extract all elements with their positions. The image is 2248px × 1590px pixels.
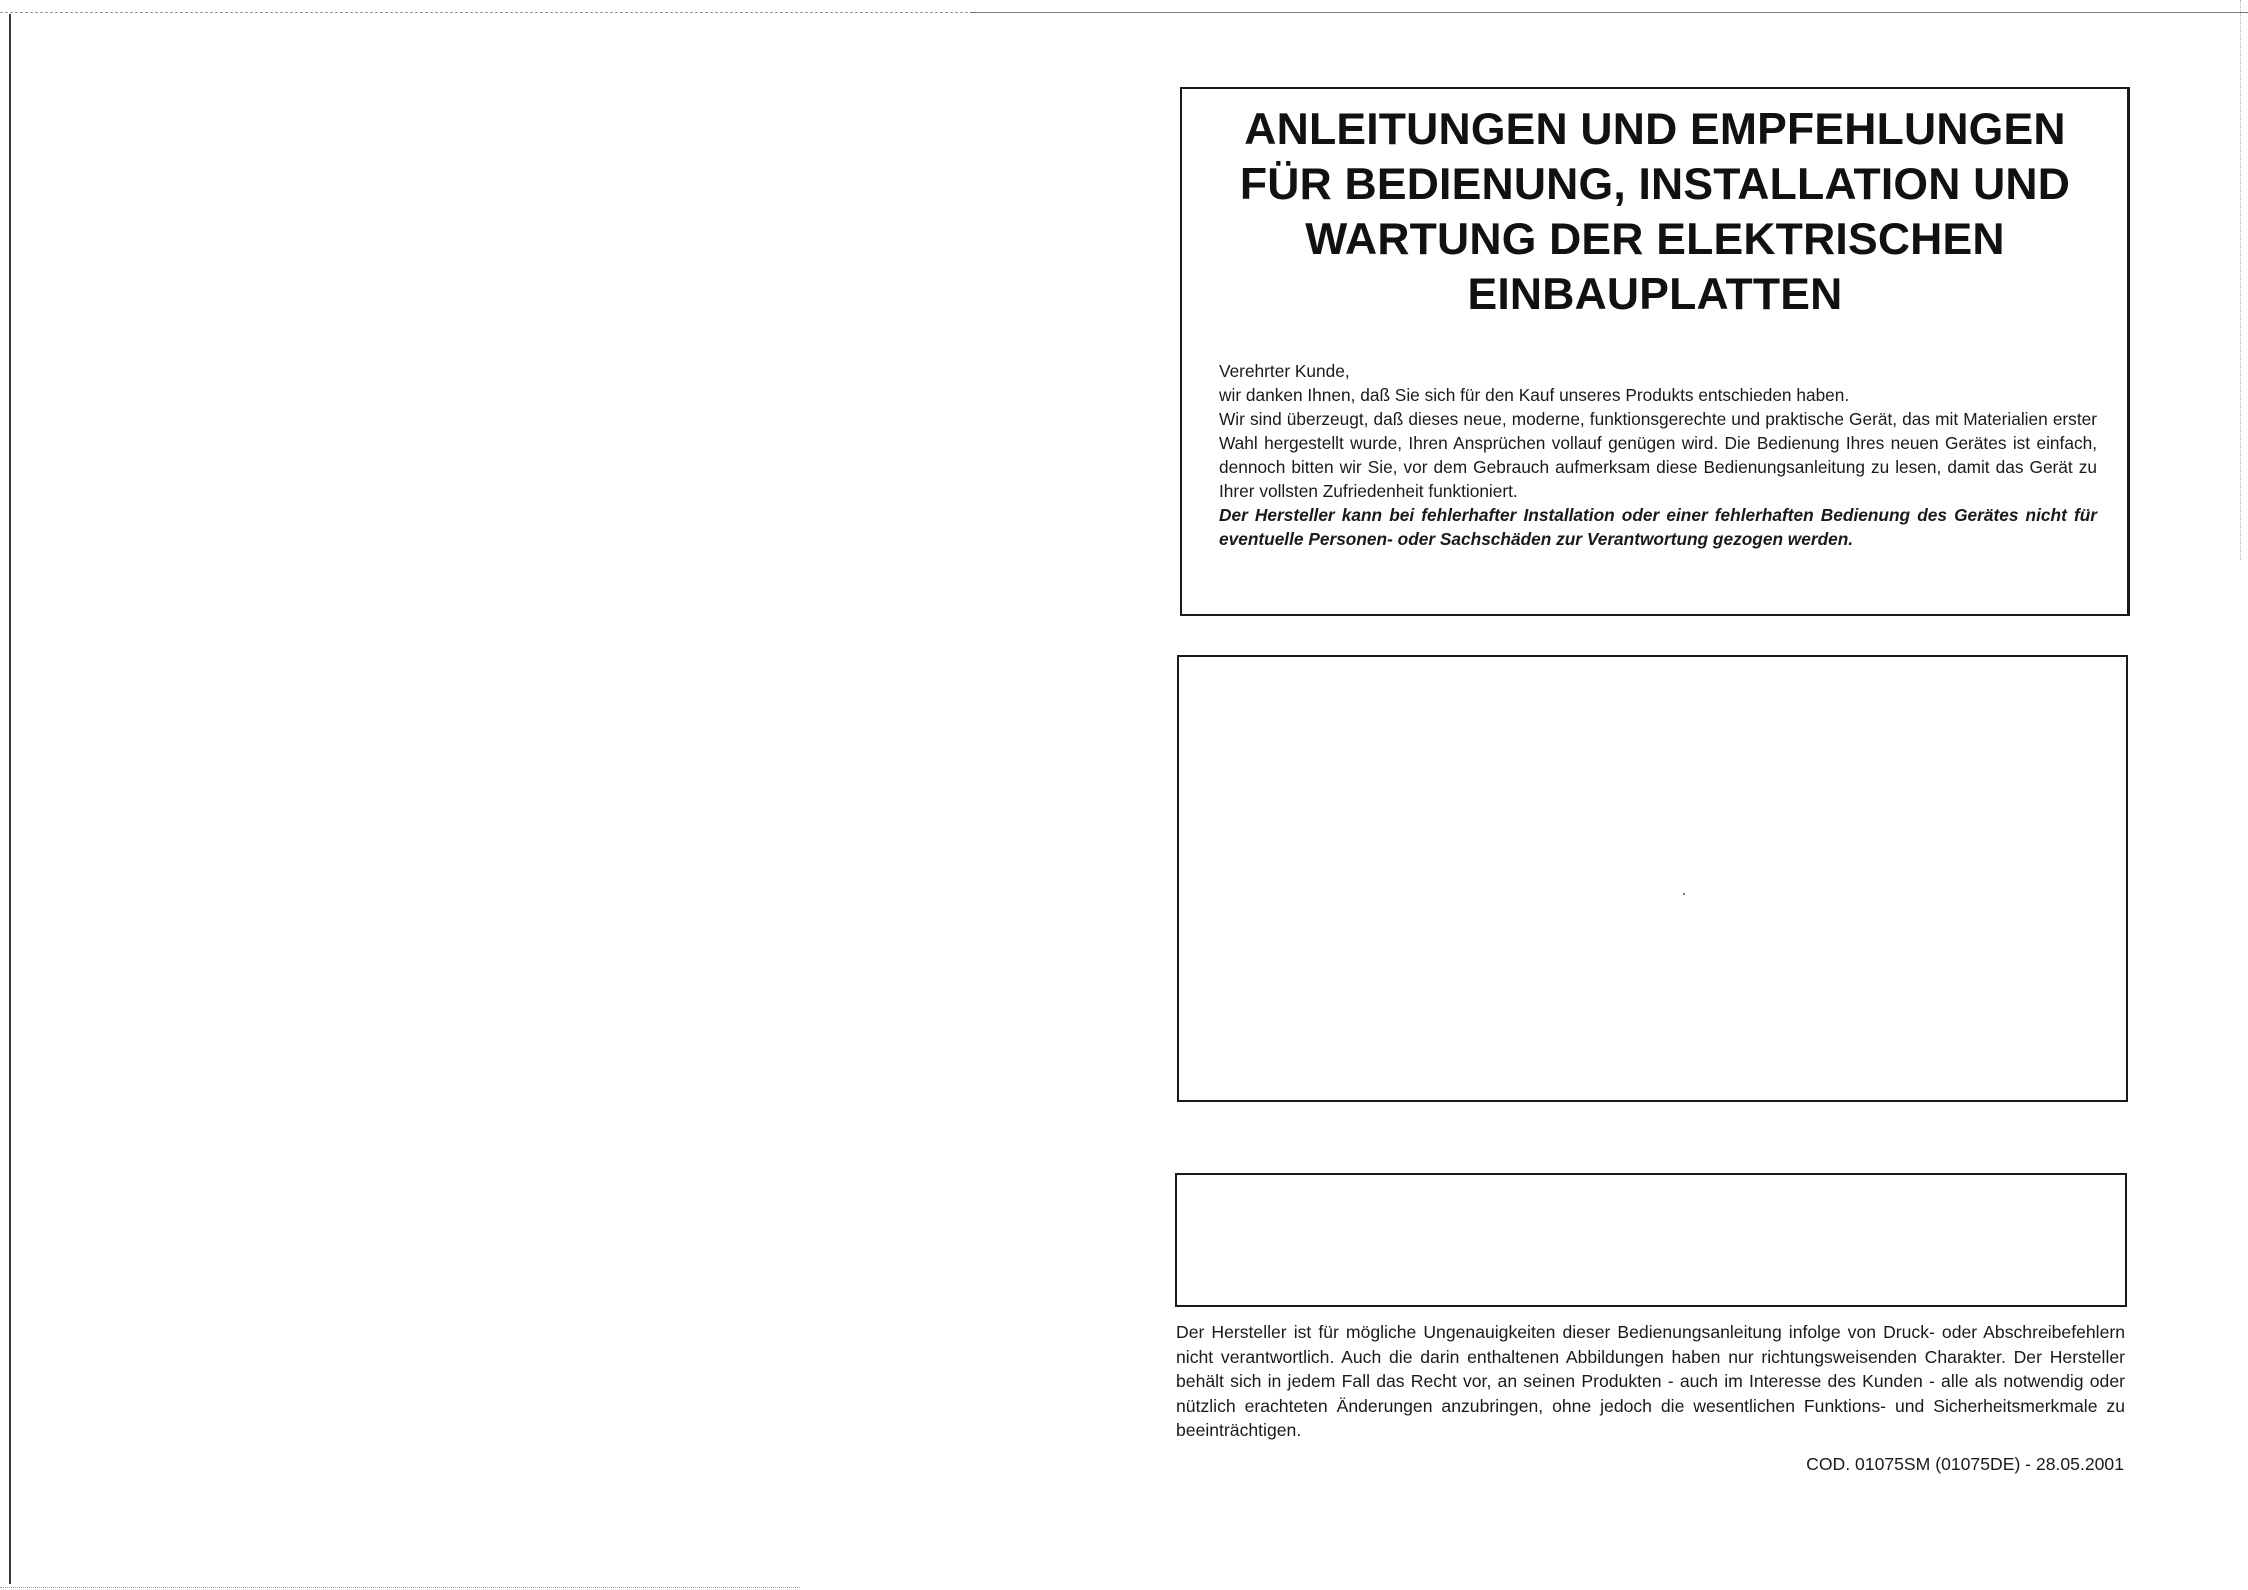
title-line: FÜR BEDIENUNG, INSTALLATION UND xyxy=(1239,160,2071,209)
salutation: Verehrter Kunde, xyxy=(1219,361,1350,381)
liability-warning: Der Hersteller kann bei fehlerhafter Installation oder einer fehlerhaften Bedienung des Gerätes nicht für eventuelle Personen- oder Sachschäden zur Verantwortung gezogen werden. xyxy=(1219,505,2097,549)
document-title xyxy=(1182,102,2128,322)
intro-body: Wir sind überzeugt, daß dieses neue, moderne, funktionsgerechte und praktische Gerät, das mit Materialien erster Wahl hergestellt wurde, Ihren Ansprüchen vollauf genügen wird. Die Bedienung Ihres neuen Gerätes ist einfach, dennoch bitten wir Sie, vor dem Gebrauch aufmerksam diese Bedienungsanleitung zu lesen, damit das Gerät zu Ihrer vollsten Zufriedenheit funktioniert. xyxy=(1219,409,2097,501)
title-line: EINBAUPLATTEN xyxy=(1467,270,1843,319)
intro-text xyxy=(1219,359,2097,551)
model-label-frame xyxy=(1175,1173,2127,1307)
thanks-line: wir danken Ihnen, daß Sie sich für den Kauf unseres Produkts entschieden haben. xyxy=(1219,385,1850,405)
title-line: ANLEITUNGEN UND EMPFEHLUNGEN xyxy=(1244,105,2066,154)
disclaimer-text: Der Hersteller ist für mögliche Ungenauigkeiten dieser Bedienungsanleitung infolge von Druck- oder Abschreibefehlern nicht verantwortlich. Auch die darin enthaltenen Abbildungen haben nur richtungsweisenden Charakter. Der Hersteller behält sich in jedem Fall das Recht vor, an seinen Produkten - auch im Interesse des Kunden - alle als notwendig oder nützlich erachteten Änderungen anzubringen, ohne jedoch die wesentlichen Funktions- und Sicherheitsmerkmale zu beeinträchtigen. xyxy=(1176,1322,2125,1440)
scan-edge-left xyxy=(9,14,11,1584)
scan-edge-bottom xyxy=(0,1587,800,1588)
document-code: COD. 01075SM (01075DE) - 28.05.2001 xyxy=(1806,1454,2124,1474)
title-frame xyxy=(1180,87,2130,616)
product-image-frame xyxy=(1177,655,2128,1102)
scan-edge-right xyxy=(2240,0,2241,560)
scan-edge-top-line xyxy=(970,12,2248,13)
scan-speck xyxy=(1683,893,1685,895)
title-line: WARTUNG DER ELEKTRISCHEN xyxy=(1305,215,2005,264)
